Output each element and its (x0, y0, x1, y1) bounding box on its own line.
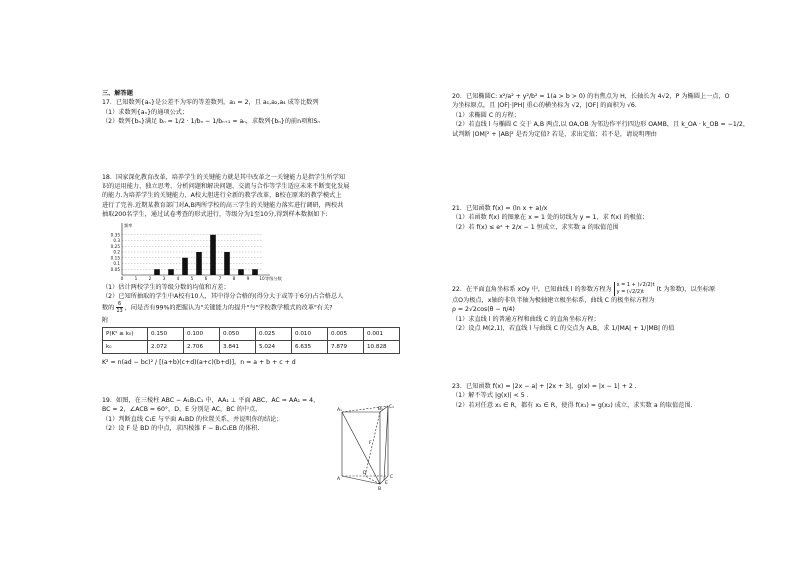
param-equations: x = 1 + (√2/2)t y = (√2/2)t (614, 282, 655, 296)
q23-line3: （2）若对任意 x₁ ∈ R，都有 x₂ ∈ R，使得 f(x₁) = g(x₂) 成立，求实数 a 的取值范围. (452, 401, 693, 409)
y-tick-label: 0.3 (113, 237, 120, 243)
q23 (452, 382, 693, 410)
q17-line1: 17．已知数列{aₙ}是公差不为零的等差数列，a₁ = 2，且 a₁,a₂,a₄ 成等比数列 (102, 99, 319, 107)
q18-line1: 18．国家深化教育改革，培养学生的关键能力就是其中改革之一关键能力是指学生所学知 (102, 173, 345, 181)
q18-line2: 识的运用能力、独立思考、分析问题和解决问题、交流与合作等学生适应未来不断变化发展 (102, 183, 350, 191)
y-tick-label: 0.1 (113, 260, 120, 266)
y-tick-label: 0.15 (110, 254, 120, 260)
q20-line1: 20．已知椭圆C: x²/a² + y²/b² = 1(a > b > 0) 的右焦点为 H，长轴长为 4√2，P 为椭圆上一点，O (452, 93, 730, 100)
histogram-bar (168, 269, 174, 275)
y-tick-label: 0.25 (110, 243, 120, 249)
x-tick-label: 1 (134, 275, 138, 281)
left-column (102, 89, 422, 433)
x-tick-label: 6 (204, 275, 208, 281)
histogram-bar (238, 269, 244, 275)
q18-part1: （1）估计两校学生的等级分数的均值和方差； (102, 283, 230, 291)
y-tick-label: 0.2 (113, 249, 120, 255)
x-tick-label: 8 (232, 275, 236, 281)
histogram-bar (196, 252, 202, 275)
x-tick-label: 5 (190, 275, 194, 281)
q22-line3: ρ = 2√2cos(θ − π/4) (452, 306, 515, 314)
y-tick-label: 0.05 (110, 266, 120, 272)
label-A1: A₁ (337, 408, 342, 413)
critical-value-table (102, 327, 400, 354)
table-row: P(K² ≥ k₀) 0.150 0.100 0.050 0.025 0.010 0.005 0.001 (103, 328, 400, 341)
x-tick-label: 2 (148, 275, 152, 281)
label-E: E (385, 481, 388, 486)
q19-line1: 19．如图，在三棱柱 ABC − A₁B₁C₁ 中，AA₁ ⊥ 平面 ABC，AC = AA₁ = 4， (102, 396, 320, 404)
y-tick-label: 0.35 (110, 231, 120, 237)
q22-line4: （1）求直线 l 的普通方程和曲线 C 的直角坐标方程； (452, 315, 600, 323)
q18-line3: 的能力.为培养学生的关键能力，A校大胆进行全新的教学改革，B校在原来的教学模式上 (102, 192, 342, 200)
histogram-bar (210, 234, 216, 274)
chi-square-formula: K² = n(ad − bc)² / [(a+b)(c+d)(a+c)(b+d)]，n = a + b + c + d (102, 359, 296, 367)
q18-line5: 抽取200名学生，通过试卷考查的形式进行，等级分为1至10分,得到样本数据如下: (102, 211, 328, 219)
q22-line2: 点O为极点，x轴的非负半轴为极轴建立极坐标系，曲线 C 的极坐标方程为 (452, 297, 655, 304)
y-axis-label: 频率 (124, 222, 133, 228)
q20 (452, 92, 749, 139)
x-tick-label: 10 (259, 275, 265, 281)
q20-line4: （2）若直线 l 与椭圆 C 交于 A,B 两点,以 OA,OB 为邻边作平行四边形 OAMB，且 k_OA · k_OB = −1/2， (452, 121, 750, 129)
q22-line1: 22．在平面直角坐标系 xOy 中，已知曲线 l 的参数方程为 x = 1 + (√2/2)t y = (√2/2)t (t 为参数)，以坐标原 (452, 282, 716, 295)
q18-part3: 数的 $\frac{6}{13}$ ，问是否有99%的把握认为"关键能力的提升"与"学校教学模式的改革"有关? (102, 301, 333, 315)
histogram-bar (252, 269, 258, 275)
histogram-bar (182, 257, 188, 274)
q17-line2: （1）求数列{aₙ}的通项公式； (102, 108, 189, 116)
q23-line1: 23．已知函数 f(x) = |2x − a| + |2x + 3|，g(x) = |x − 1| + 2 . (452, 383, 637, 390)
label-B1: B₁ (378, 407, 383, 412)
x-tick-label: 3 (162, 275, 166, 281)
q21-line1: 21．已知函数 f(x) = (ln x + a)/x (452, 205, 548, 212)
q21-line2: （1）若函数 f(x) 的图象在 x = 1 处的切线为 y = 1，求 f(x) 的极值； (452, 214, 649, 222)
x-tick-label: 9 (246, 275, 250, 281)
x-axis-label: 等级分数 (265, 275, 282, 281)
q20-line2: 为坐标原点，且 |OF|·|PH| 重心的横坐标为 √2，|OF| 的面积为 √6. (452, 102, 637, 110)
x-tick-label: 4 (176, 275, 180, 281)
q23-line2: （1）解不等式 |g(x)| < 5 . (452, 392, 529, 400)
x-tick-label: 7 (218, 275, 222, 281)
label-F: F (369, 441, 372, 446)
q22 (452, 282, 715, 334)
section-heading: 三、解答题 (102, 90, 133, 97)
q19-line2: BC = 2，∠ACB = 60°，D，E 分别是 AC，BC 的中点， (102, 406, 262, 414)
label-C: C (390, 475, 394, 480)
appendix-label: 附 (102, 316, 109, 324)
q20-line5: 试判断 |OM|² + |AB|² 是否为定值? 若是，求出定值；若不是，请说明理由 (452, 130, 657, 138)
histogram-bar (154, 269, 160, 275)
table-row: k₀ 2.072 2.706 3.841 5.024 6.635 7.879 10.828 (103, 341, 400, 354)
q21-line3: （2）若 f(x) ≤ eˣ + 2/x − 1 恒成立，求实数 a 的取值范围 (452, 223, 619, 231)
label-C1: C₁ (389, 405, 394, 410)
q18-histogram (102, 221, 302, 283)
q20-line3: （1）求椭圆 C 的方程； (452, 111, 520, 119)
x-tick-label: 0 (120, 275, 124, 281)
label-B: B (378, 487, 382, 490)
histogram-bar (224, 252, 230, 275)
q19-line4: （2）设 F 是 BD 的中点，求四棱锥 F − B₁C₁EB 的体积. (102, 425, 260, 432)
label-A: A (337, 477, 341, 482)
q18-part2: （2）已知所抽取的学生中A校有10人，其中得分合格的(得分大于或等于6分)占合格总人 (102, 293, 344, 301)
q22-line5: （2）设点 M(2,1)，若直线 l 与曲线 C 的交点为 A,B，求 1/|MA| + 1/|MB| 的值 (452, 325, 675, 333)
q21 (452, 204, 648, 232)
prism-figure (336, 404, 396, 490)
q17-line3: （2）数列{bₙ}满足 bₙ = 1/2 · 1/bₙ − 1/bₙ₊₁ = aₙ，求数列{bₙ}的前n项和Sₙ (102, 118, 320, 126)
fraction-6-13: $\frac{6}{13}$ (116, 301, 123, 315)
q19-line3: （1）判断直线 C₁E 与平面 A₁BD 的位置关系，并说明你的结论； (102, 415, 283, 423)
label-D: D (363, 471, 367, 476)
q18-line4: 进行了完善.近期某教育部门对A,B两所学校的高三学生的关键能力落实进行调研，两校共 (102, 201, 344, 209)
